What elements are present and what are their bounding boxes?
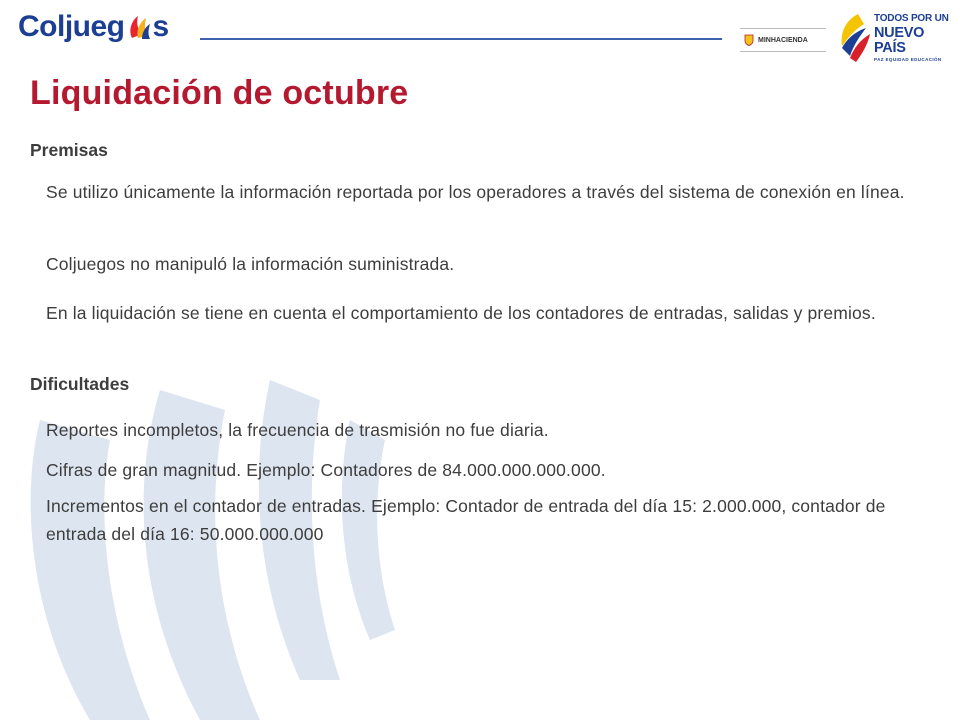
coat-of-arms-icon bbox=[744, 34, 754, 46]
flame-icon bbox=[126, 12, 152, 42]
dificultad-paragraph-3: Incrementos en el contador de entradas. Ejemplo: Contador de entrada del día 15: 2.000.000, contador de entrada del día 16: 50.000.000.000 bbox=[46, 496, 886, 544]
dificultad-paragraph-1: Reportes incompletos, la frecuencia de trasmisión no fue diaria. bbox=[46, 420, 549, 440]
slide-title: Liquidación de octubre bbox=[30, 74, 409, 112]
colombia-flag-icon bbox=[838, 12, 874, 64]
section-heading-premisas: Premisas bbox=[30, 140, 108, 160]
gov-slogan-line2: NUEVO PAÍS bbox=[874, 25, 925, 56]
premisa-paragraph-3: En la liquidación se tiene en cuenta el comportamiento de los contadores de entradas, salidas y premios. bbox=[46, 303, 876, 323]
premisa-paragraph-2: Coljuegos no manipuló la información suministrada. bbox=[46, 254, 455, 274]
dificultad-paragraph-2: Cifras de gran magnitud. Ejemplo: Contadores de 84.000.000.000.000. bbox=[46, 460, 606, 480]
slide-header bbox=[0, 0, 960, 70]
todos-por-un-nuevo-pais-logo bbox=[838, 10, 950, 66]
premisa-paragraph-1: Se utilizo únicamente la información reportada por los operadores a través del sistema de conexión en línea. bbox=[46, 182, 905, 202]
brand-prefix: Coljueg bbox=[18, 10, 125, 43]
gov-slogan-line3: PAZ EQUIDAD EDUCACIÓN bbox=[874, 57, 942, 62]
coljuegos-logo bbox=[18, 10, 169, 44]
header-divider bbox=[200, 38, 722, 40]
ministry-label: MINHACIENDA bbox=[758, 36, 808, 44]
brand-suffix: s bbox=[152, 10, 169, 43]
section-heading-dificultades: Dificultades bbox=[30, 374, 130, 394]
gov-slogan-line1: TODOS POR UN bbox=[874, 13, 949, 24]
minhacienda-logo bbox=[740, 28, 826, 52]
